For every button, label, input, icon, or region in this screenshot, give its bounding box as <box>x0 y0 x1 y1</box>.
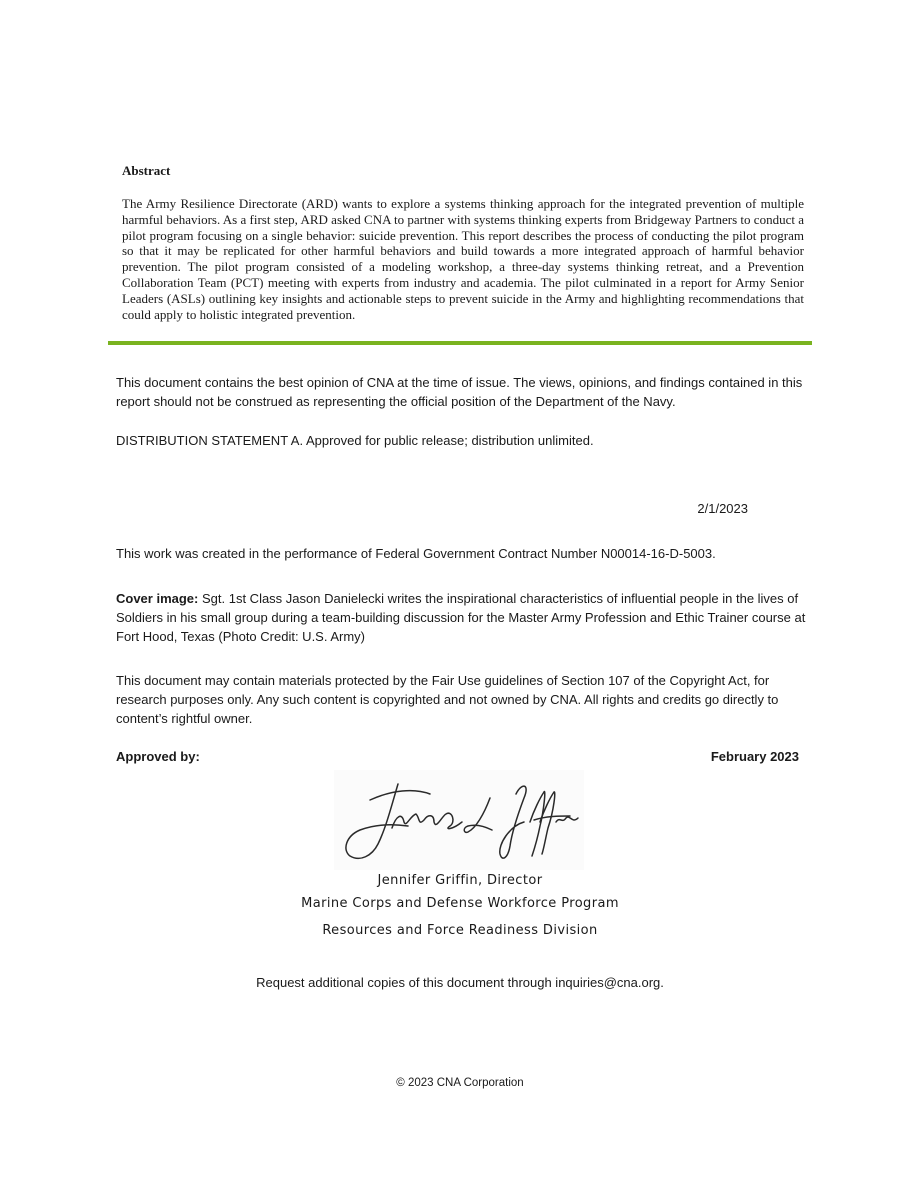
opinion-statement: This document contains the best opinion of CNA at the time of issue. The views, opinions, and findings contained in this report should not be construed as representing the official position of the Department of the Navy. <box>116 375 803 409</box>
fair-use-statement: This document may contain materials protected by the Fair Use guidelines of Section 107 of the Copyright Act, for research purposes only. Any such content is copyrighted and not owned by CNA. All rights and credits go directly to content’s rightful owner. <box>116 673 779 726</box>
distribution-statement: DISTRIBUTION STATEMENT A. Approved for public release; distribution unlimited. <box>116 433 594 448</box>
contract-statement: This work was created in the performance of Federal Government Contract Number N00014-16-D-5003. <box>116 546 716 561</box>
issue-date: 2/1/2023 <box>697 501 748 516</box>
approved-by-label: Approved by: <box>116 749 200 764</box>
cover-image-credit <box>116 589 806 646</box>
abstract-heading: Abstract <box>122 163 171 178</box>
signature-icon <box>334 770 584 870</box>
request-copies-note: Request additional copies of this document through inquiries@cna.org. <box>256 975 664 990</box>
abstract-text: The Army Resilience Directorate (ARD) wants to explore a systems thinking approach for the integrated prevention of multiple harmful behaviors. As a first step, ARD asked CNA to partner with systems thinking experts from Bridgeway Partners to conduct a pilot program focusing on a single behavior: suicide prevention. This report describes the process of conducting the pilot program so that it may be replicated for other harmful behaviors and build towards a more integrated approach of harmful behavior prevention. The pilot program consisted of a modeling workshop, a three-day systems thinking retreat, and a Prevention Collaboration Team (PCT) meeting with experts from industry and academia. The pilot culminated in a report for Army Senior Leaders (ASLs) outlining key insights and actionable steps to prevent suicide in the Army and highlighting recommendations that could apply to holistic integrated prevention. <box>122 196 804 322</box>
signer-name: Jennifer Griffin, Director <box>377 873 543 888</box>
section-divider <box>108 341 812 345</box>
signer-program: Marine Corps and Defense Workforce Program <box>301 896 619 911</box>
copyright-notice: © 2023 CNA Corporation <box>396 1077 524 1089</box>
cover-image-label: Cover image: <box>116 591 199 606</box>
signer-division: Resources and Force Readiness Division <box>322 923 598 938</box>
cover-image-description: Sgt. 1st Class Jason Danielecki writes the inspirational characteristics of influential people in the lives of Soldiers in his small group during a team-building discussion for the Master Army Profession and Ethic Trainer course at Fort Hood, Texas (Photo Credit: U.S. Army) <box>116 591 806 644</box>
approval-month: February 2023 <box>710 749 799 764</box>
